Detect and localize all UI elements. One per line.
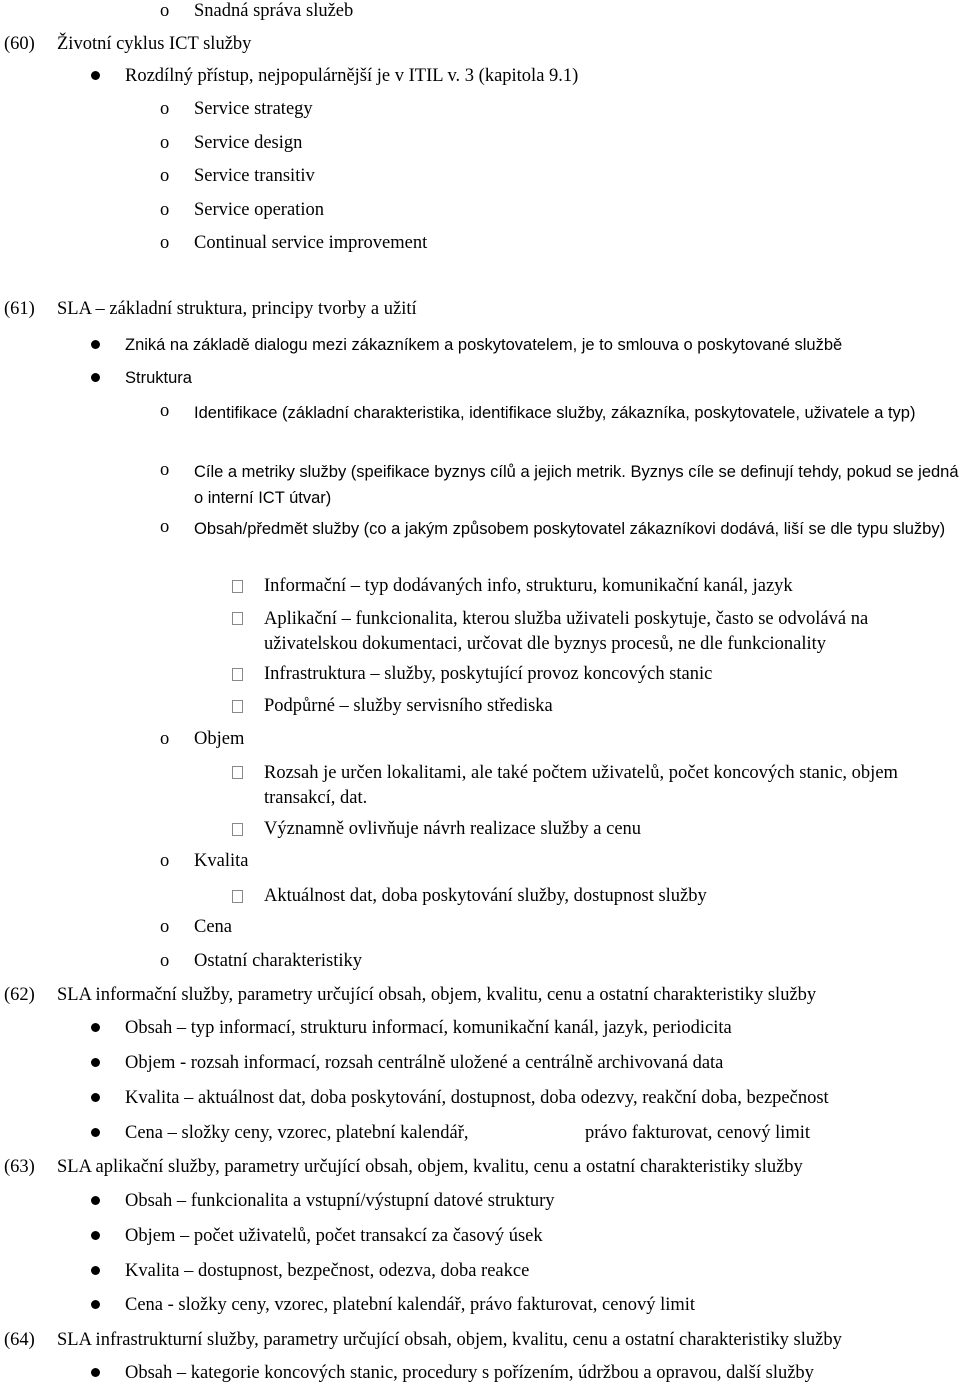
list-item: Kvalita – dostupnost, bezpečnost, odezva, doba reakce bbox=[125, 1261, 530, 1281]
bullet-icon bbox=[91, 373, 100, 382]
bullet-icon bbox=[91, 1300, 100, 1309]
list-item: Cíle a metriky služby (speifikace byznys cílů a jejich metrik. Byznys cíle se definují tehdy, pokud se jedná o interní ICT útvar) bbox=[194, 463, 959, 507]
section-heading: SLA informační služby, parametry určující obsah, objem, kvalitu, cenu a ostatní charakteristiky služby bbox=[57, 985, 817, 1005]
box-bullet-icon bbox=[232, 612, 243, 625]
list-item: Ostatní charakteristiky bbox=[194, 951, 362, 971]
bullet-icon bbox=[91, 1231, 100, 1240]
list-item: Snadná správa služeb bbox=[194, 1, 354, 21]
list-item: Obsah – kategorie koncových stanic, procedury s pořízením, údržbou a opravou, další služby bbox=[125, 1363, 814, 1383]
circle-bullet: o bbox=[160, 951, 170, 971]
list-item: Kvalita – aktuálnost dat, doba poskytování, dostupnost, doba odezvy, reakční doba, bezpečnost bbox=[125, 1088, 829, 1108]
list-item: Identifikace (základní charakteristika, identifikace služby, zákazníka, poskytovatele, uživatele a typ) bbox=[194, 404, 916, 422]
box-bullet-icon bbox=[232, 766, 243, 779]
circle-bullet: o bbox=[160, 729, 170, 749]
list-item: Objem - rozsah informací, rozsah centrálně uložené a centrálně archivovaná data bbox=[125, 1053, 724, 1073]
bullet-icon bbox=[91, 1058, 100, 1067]
list-item: Obsah – typ informací, strukturu informací, komunikační kanál, jazyk, periodicita bbox=[125, 1018, 732, 1038]
bullet-icon bbox=[91, 340, 100, 349]
list-item: Continual service improvement bbox=[194, 233, 428, 253]
list-item: Kvalita bbox=[194, 851, 249, 871]
section-heading: SLA infrastrukturní služby, parametry určující obsah, objem, kvalitu, cenu a ostatní charakteristiky služby bbox=[57, 1330, 842, 1350]
bullet-icon bbox=[91, 71, 100, 80]
list-item: Informační – typ dodávaných info, strukturu, komunikační kanál, jazyk bbox=[264, 576, 793, 596]
box-bullet-icon bbox=[232, 668, 243, 681]
box-bullet-icon bbox=[232, 823, 243, 836]
bullet-icon bbox=[91, 1128, 100, 1137]
list-item: Objem – počet uživatelů, počet transakcí za časový úsek bbox=[125, 1226, 543, 1246]
box-bullet-icon bbox=[232, 700, 243, 713]
section-number: (60) bbox=[4, 34, 35, 54]
list-item: Infrastruktura – služby, poskytující provoz koncových stanic bbox=[264, 664, 713, 684]
circle-bullet: o bbox=[160, 517, 170, 537]
section-number: (62) bbox=[4, 985, 35, 1005]
list-item: Objem bbox=[194, 729, 245, 749]
bullet-icon bbox=[91, 1093, 100, 1102]
circle-bullet: o bbox=[160, 1, 170, 21]
list-item: Obsah/předmět služby (co a jakým způsobem poskytovatel zákazníkovi dodává, liší se dle typu služby) bbox=[194, 520, 946, 538]
list-item: Cena - složky ceny, vzorec, platební kalendář, právo fakturovat, cenový limit bbox=[125, 1295, 696, 1315]
circle-bullet: o bbox=[160, 166, 170, 186]
list-item: Významně ovlivňuje návrh realizace služby a cenu bbox=[264, 819, 642, 839]
section-heading: Životní cyklus ICT služby bbox=[57, 34, 252, 54]
section-heading: SLA aplikační služby, parametry určující obsah, objem, kvalitu, cenu a ostatní charakteristiky služby bbox=[57, 1157, 803, 1177]
list-item: Service transitiv bbox=[194, 166, 315, 186]
circle-bullet: o bbox=[160, 133, 170, 153]
circle-bullet: o bbox=[160, 401, 170, 421]
list-item: Service design bbox=[194, 133, 303, 153]
list-item: Cena bbox=[194, 917, 233, 937]
bullet-icon bbox=[91, 1023, 100, 1032]
circle-bullet: o bbox=[160, 851, 170, 871]
section-number: (63) bbox=[4, 1157, 35, 1177]
circle-bullet: o bbox=[160, 200, 170, 220]
list-item: Rozsah je určen lokalitami, ale také počtem uživatelů, počet koncových stanic, objem transakcí, dat. bbox=[264, 763, 898, 808]
list-item: Rozdílný přístup, nejpopulárnější je v ITIL v. 3 (kapitola 9.1) bbox=[125, 66, 579, 86]
box-bullet-icon bbox=[232, 580, 243, 593]
list-item: Obsah – funkcionalita a vstupní/výstupní datové struktury bbox=[125, 1191, 555, 1211]
list-item: Aplikační – funkcionalita, kterou služba uživateli poskytuje, často se odvolává na uživatelskou dokumentaci, určovat dle byznys procesů, ne dle funkcionality bbox=[264, 609, 869, 654]
circle-bullet: o bbox=[160, 233, 170, 253]
list-item: Service operation bbox=[194, 200, 324, 220]
circle-bullet: o bbox=[160, 917, 170, 937]
list-item-continuation: právo fakturovat, cenový limit bbox=[585, 1123, 811, 1143]
box-bullet-icon bbox=[232, 890, 243, 903]
list-item: Struktura bbox=[125, 369, 192, 387]
circle-bullet: o bbox=[160, 99, 170, 119]
bullet-icon bbox=[91, 1266, 100, 1275]
list-item: Cena – složky ceny, vzorec, platební kalendář, bbox=[125, 1123, 469, 1143]
list-item: Service strategy bbox=[194, 99, 313, 119]
list-item: Zniká na základě dialogu mezi zákazníkem a poskytovatelem, je to smlouva o poskytované službě bbox=[125, 336, 843, 354]
bullet-icon bbox=[91, 1368, 100, 1377]
list-item: Aktuálnost dat, doba poskytování služby, dostupnost služby bbox=[264, 886, 707, 906]
circle-bullet: o bbox=[160, 460, 170, 480]
bullet-icon bbox=[91, 1196, 100, 1205]
section-number: (61) bbox=[4, 299, 35, 319]
section-heading: SLA – základní struktura, principy tvorby a užití bbox=[57, 299, 417, 319]
section-number: (64) bbox=[4, 1330, 35, 1350]
list-item: Podpůrné – služby servisního střediska bbox=[264, 696, 553, 716]
